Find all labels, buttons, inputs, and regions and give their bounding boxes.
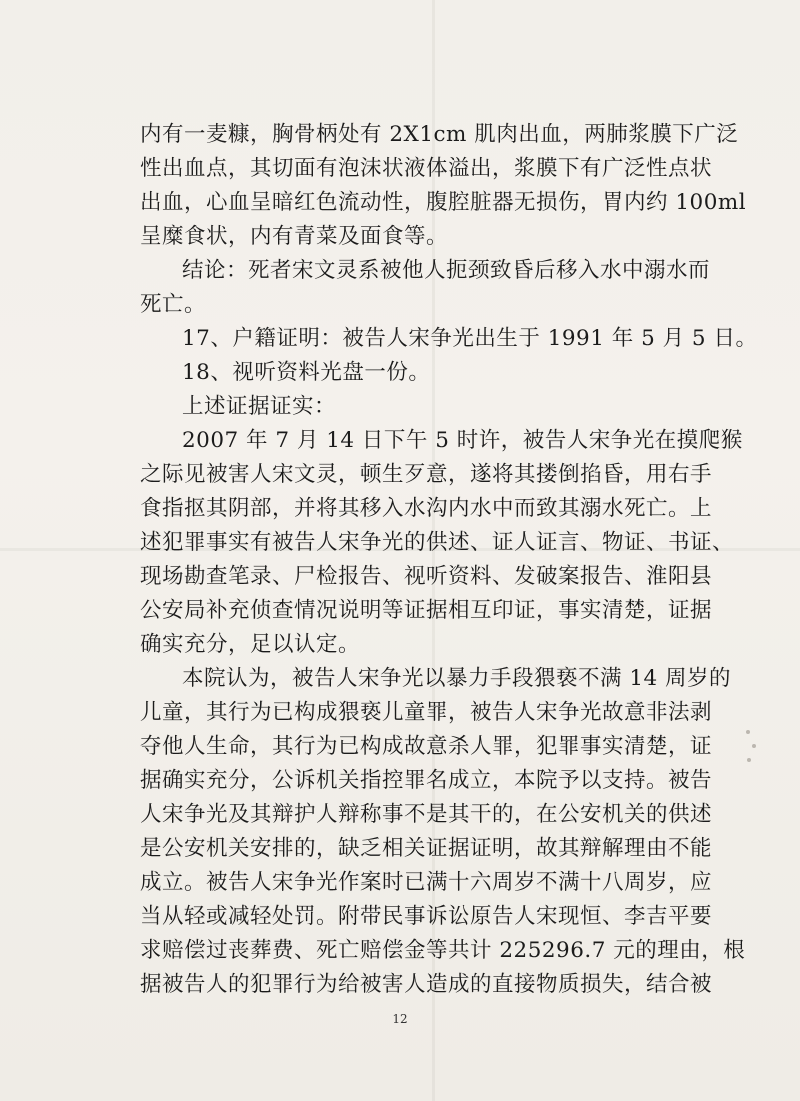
- page-number: 12: [392, 1012, 408, 1026]
- text-line: 出血，心血呈暗红色流动性，腹腔脏器无损伤，胃内约 100ml: [140, 190, 747, 215]
- section-lead: 上述证据证实：: [182, 394, 337, 419]
- text-line: 之际见被害人宋文灵，顿生歹意，遂将其搂倒掐昏，用右手: [140, 462, 713, 487]
- evidence-item-18: 18、视听资料光盘一份。: [182, 360, 431, 385]
- text-line: 求赔偿过丧葬费、死亡赔偿金等共计 225296.7 元的理由，根: [140, 938, 746, 963]
- text-line: 死亡。: [140, 292, 207, 317]
- text-line: 确实充分，足以认定。: [140, 632, 361, 657]
- text-line: 公安局补充侦查情况说明等证据相互印证，事实清楚，证据: [140, 598, 713, 623]
- text-line: 成立。被告人宋争光作案时已满十六周岁不满十八周岁，应: [140, 870, 713, 895]
- text-line: 人宋争光及其辩护人辩称事不是其干的，在公安机关的供述: [140, 802, 713, 827]
- text-line: 儿童，其行为已构成猥亵儿童罪，被告人宋争光故意非法剥: [140, 700, 713, 725]
- text-line: 夺他人生命，其行为已构成故意杀人罪，犯罪事实清楚，证: [140, 734, 713, 759]
- paragraph-start: 本院认为，被告人宋争光以暴力手段猥亵不满 14 周岁的: [182, 666, 732, 691]
- text-line: 现场勘查笔录、尸检报告、视听资料、发破案报告、淮阳县: [140, 564, 713, 589]
- text-line: 是公安机关安排的，缺乏相关证据证明，故其辩解理由不能: [140, 836, 713, 861]
- evidence-item-17: 17、户籍证明：被告人宋争光出生于 1991 年 5 月 5 日。: [182, 326, 758, 351]
- text-line: 食指抠其阴部，并将其移入水沟内水中而致其溺水死亡。上: [140, 496, 713, 521]
- text-line: 据确实充分，公诉机关指控罪名成立，本院予以支持。被告: [140, 768, 713, 793]
- paragraph-start: 2007 年 7 月 14 日下午 5 时许，被告人宋争光在摸爬猴: [182, 428, 743, 453]
- conclusion-line: 结论：死者宋文灵系被他人扼颈致昏后移入水中溺水而: [182, 258, 711, 283]
- text-line: 内有一麦糠，胸骨柄处有 2X1cm 肌肉出血，两肺浆膜下广泛: [140, 122, 739, 147]
- text-line: 据被告人的犯罪行为给被害人造成的直接物质损失，结合被: [140, 972, 713, 997]
- text-line: 呈糜食状，内有青菜及面食等。: [140, 224, 449, 249]
- text-line: 性出血点，其切面有泡沫状液体溢出，浆膜下有广泛性点状: [140, 156, 713, 181]
- text-line: 当从轻或减轻处罚。附带民事诉讼原告人宋现恒、李吉平要: [140, 904, 713, 929]
- text-line: 述犯罪事实有被告人宋争光的供述、证人证言、物证、书证、: [140, 530, 735, 555]
